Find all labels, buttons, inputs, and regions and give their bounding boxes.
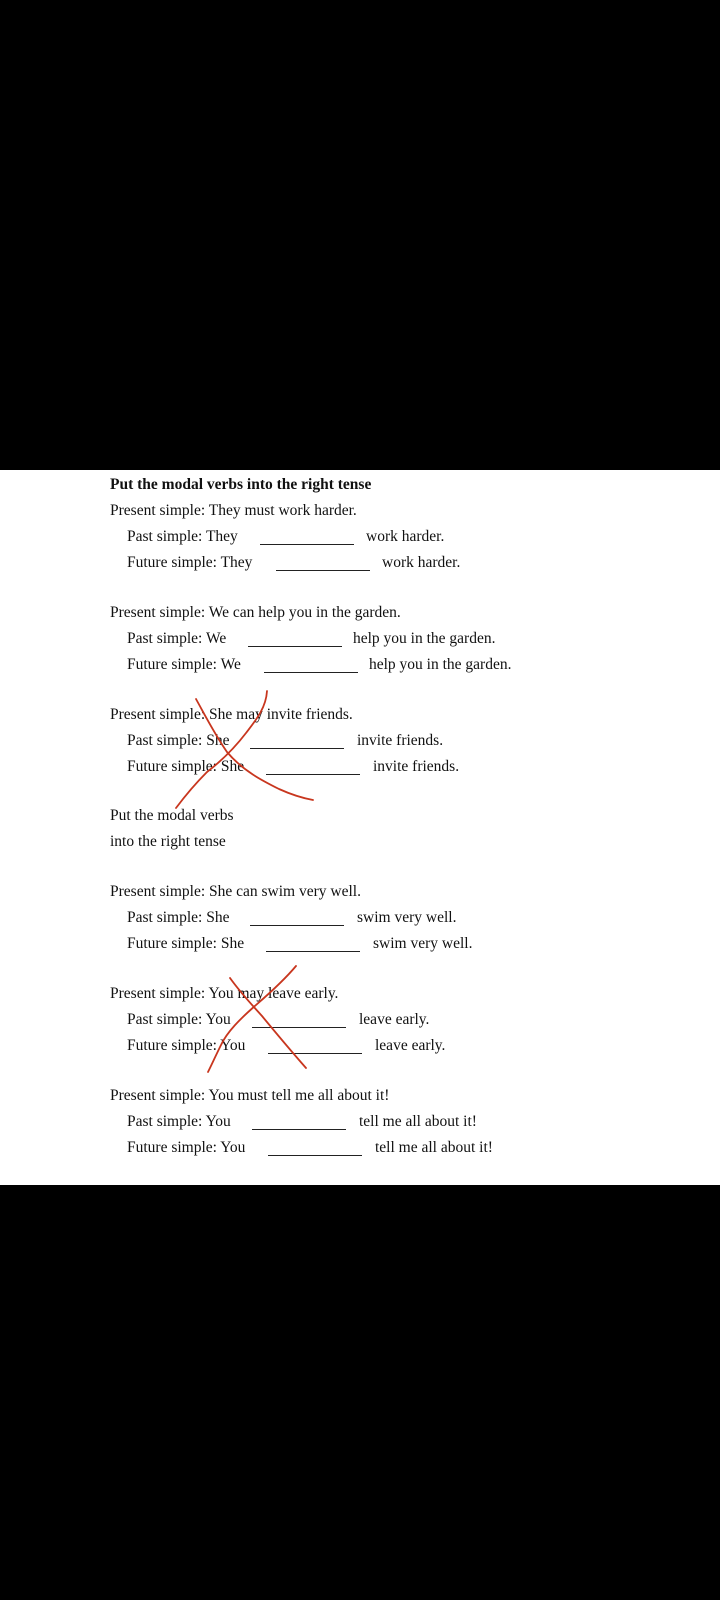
cross-marks xyxy=(0,470,720,1185)
answer-blank[interactable] xyxy=(266,934,360,952)
answer-blank[interactable] xyxy=(248,629,342,647)
answer-blank[interactable] xyxy=(268,1036,362,1054)
answer-blank[interactable] xyxy=(260,527,354,545)
answer-blank[interactable] xyxy=(266,757,360,775)
worksheet-page: Put the modal verbs into the right tense Present simple: They must work harder. Past simple: They work harder. Future simple: They work harder. Present simple: We can help you in the garden. Past simple: We help you in the garden. Future simple: We help you in the garden. Present simple: She may invite friends. Past simple: She invite friends. Future simple: She invite friends. Put the modal verbs into the right tense Present simple: She can swim very well. Past simple: She swim very well. Future simple: She swim very well. Present simple: You may leave early. Past simple: You leave early. Future simple: You leave early. Present simple: You must tell me all about it! Past simple: You tell me all about it! Future simple: You tell me all about it! xyxy=(0,470,720,1185)
answer-blank[interactable] xyxy=(252,1112,346,1130)
answer-blank[interactable] xyxy=(252,1010,346,1028)
answer-blank[interactable] xyxy=(264,655,358,673)
answer-blank[interactable] xyxy=(250,731,344,749)
answer-blank[interactable] xyxy=(250,908,344,926)
answer-blank[interactable] xyxy=(276,553,370,571)
answer-blank[interactable] xyxy=(268,1138,362,1156)
